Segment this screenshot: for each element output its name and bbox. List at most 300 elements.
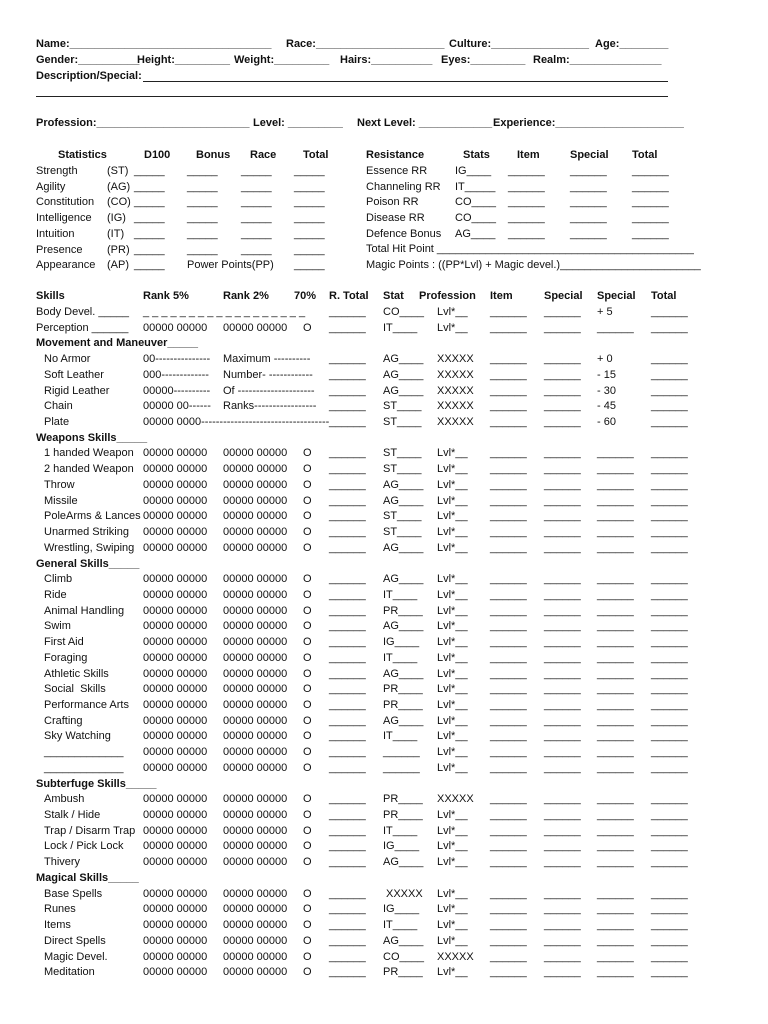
skill-special2-field[interactable]: ______	[597, 651, 634, 664]
skill-70-circle[interactable]: O	[303, 887, 312, 900]
skill-rank2-boxes[interactable]: 00000 00000	[223, 919, 288, 932]
skill-special2-field[interactable]: - 60	[597, 416, 616, 429]
skill-special2-field[interactable]: ______	[597, 588, 634, 601]
stat-bonus-field[interactable]: _____	[187, 243, 218, 256]
skill-rank5-boxes[interactable]: 00000 00000	[143, 667, 208, 680]
skill-special-field[interactable]: ______	[544, 856, 581, 869]
skill-special2-field[interactable]: ______	[597, 667, 634, 680]
skill-rank2-boxes[interactable]: Number- ------------	[223, 368, 313, 381]
skill-special-field[interactable]: ______	[544, 478, 581, 491]
skill-stat-field[interactable]: AG____	[383, 494, 424, 507]
skill-item-field[interactable]: ______	[490, 793, 527, 806]
skill-rank5-boxes[interactable]: 00000 00000	[143, 887, 208, 900]
skill-item-field[interactable]: ______	[490, 919, 527, 932]
skill-special-field[interactable]: ______	[544, 809, 581, 822]
skill-item-field[interactable]: ______	[490, 730, 527, 743]
skill-stat-field[interactable]: ST____	[383, 526, 422, 539]
skill-special-field[interactable]: ______	[544, 919, 581, 932]
description-line-2[interactable]	[36, 96, 668, 97]
skill-profession-field[interactable]: Lvl*__	[437, 934, 468, 947]
skill-70-circle[interactable]: O	[303, 667, 312, 680]
skill-profession-field[interactable]: Lvl*__	[437, 840, 468, 853]
skill-special2-field[interactable]: ______	[597, 683, 634, 696]
skill-special-field[interactable]: ______	[544, 368, 581, 381]
stat-d100-field[interactable]: _____	[134, 180, 165, 193]
skill-total-field[interactable]: ______	[651, 824, 688, 837]
skill-total-field[interactable]: ______	[651, 478, 688, 491]
skill-item-field[interactable]: ______	[490, 541, 527, 554]
resistance-stat-field[interactable]: CO____	[455, 212, 496, 225]
skill-item-field[interactable]: ______	[490, 463, 527, 476]
skill-70-circle[interactable]: O	[303, 746, 312, 759]
skill-total-field[interactable]: ______	[651, 651, 688, 664]
skill-special-field[interactable]: ______	[544, 447, 581, 460]
skill-total-field[interactable]: ______	[651, 934, 688, 947]
resistance-total-field[interactable]: ______	[632, 180, 669, 193]
skill-rtotal-field[interactable]: ______	[329, 321, 366, 334]
skill-special2-field[interactable]: ______	[597, 510, 634, 523]
profession-field[interactable]: Profession:_________________________	[36, 117, 250, 129]
skill-rank2-boxes[interactable]: 00000 00000	[223, 526, 288, 539]
skill-70-circle[interactable]: O	[303, 761, 312, 774]
resistance-special-field[interactable]: ______	[570, 227, 607, 240]
skill-item-field[interactable]: ______	[490, 966, 527, 979]
skill-special2-field[interactable]: ______	[597, 541, 634, 554]
resistance-special-field[interactable]: ______	[570, 212, 607, 225]
skill-rtotal-field[interactable]: ______	[329, 966, 366, 979]
skill-special-field[interactable]: ______	[544, 793, 581, 806]
skill-total-field[interactable]: ______	[651, 400, 688, 413]
skill-stat-field[interactable]: PR____	[383, 793, 423, 806]
skill-rank5-boxes[interactable]: 00000 00000	[143, 573, 208, 586]
skill-special2-field[interactable]: + 5	[597, 306, 613, 318]
skill-stat-field[interactable]: ______	[383, 746, 420, 759]
skill-total-field[interactable]: ______	[651, 306, 688, 318]
skill-rtotal-field[interactable]: ______	[329, 950, 366, 963]
skill-profession-field[interactable]: Lvl*__	[437, 447, 468, 460]
skill-rank2-boxes[interactable]: 00000 00000	[223, 541, 288, 554]
skill-special2-field[interactable]: ______	[597, 903, 634, 916]
culture-field[interactable]: Culture:________________	[449, 38, 590, 50]
skill-profession-field[interactable]: Lvl*__	[437, 494, 468, 507]
stat-race-field[interactable]: _____	[241, 227, 272, 240]
skill-rtotal-field[interactable]: ______	[329, 620, 366, 633]
next-level-field[interactable]: Next Level: ____________	[357, 117, 493, 129]
skill-profession-field[interactable]: XXXXX	[437, 368, 474, 381]
skill-rtotal-field[interactable]: ______	[329, 809, 366, 822]
skill-70-circle[interactable]: O	[303, 683, 312, 696]
skill-70-circle[interactable]: O	[303, 573, 312, 586]
stat-d100-field[interactable]: _____	[134, 212, 165, 225]
skill-special-field[interactable]: ______	[544, 887, 581, 900]
skill-rtotal-field[interactable]: ______	[329, 384, 366, 397]
skill-rank2-boxes[interactable]: 00000 00000	[223, 903, 288, 916]
skill-special2-field[interactable]: + 0	[597, 353, 613, 366]
skill-rtotal-field[interactable]: ______	[329, 730, 366, 743]
skill-item-field[interactable]: ______	[490, 714, 527, 727]
skill-rank2-boxes[interactable]: 00000 00000	[223, 746, 288, 759]
skill-profession-field[interactable]: XXXXX	[437, 400, 474, 413]
skill-special-field[interactable]: ______	[544, 604, 581, 617]
skill-rank5-boxes[interactable]: 00000 00000	[143, 950, 208, 963]
skill-stat-field[interactable]: PR____	[383, 604, 423, 617]
skill-rtotal-field[interactable]: ______	[329, 793, 366, 806]
skill-special-field[interactable]: ______	[544, 636, 581, 649]
skill-total-field[interactable]: ______	[651, 416, 688, 429]
skill-special2-field[interactable]: ______	[597, 934, 634, 947]
skill-special-field[interactable]: ______	[544, 620, 581, 633]
skill-rank2-boxes[interactable]: 00000 00000	[223, 636, 288, 649]
stat-total-field[interactable]: _____	[294, 227, 325, 240]
skill-stat-field[interactable]: AG____	[383, 541, 424, 554]
skill-profession-field[interactable]: Lvl*__	[437, 746, 468, 759]
stat-total-field[interactable]: _____	[294, 165, 325, 177]
skill-70-circle[interactable]: O	[303, 919, 312, 932]
skill-stat-field[interactable]: ST____	[383, 463, 422, 476]
total-hit-point-field[interactable]: Total Hit Point __________________________________________	[366, 243, 694, 255]
skill-special-field[interactable]: ______	[544, 683, 581, 696]
skill-rtotal-field[interactable]: ______	[329, 494, 366, 507]
skill-special-field[interactable]: ______	[544, 761, 581, 774]
skill-rank5-boxes[interactable]: 00000 00000	[143, 761, 208, 774]
skill-special2-field[interactable]: ______	[597, 966, 634, 979]
skill-special-field[interactable]: ______	[544, 400, 581, 413]
skill-70-circle[interactable]: O	[303, 321, 312, 334]
skill-special2-field[interactable]: ______	[597, 824, 634, 837]
skill-special2-field[interactable]: ______	[597, 761, 634, 774]
skill-special-field[interactable]: ______	[544, 667, 581, 680]
resistance-special-field[interactable]: ______	[570, 196, 607, 209]
stat-race-field[interactable]: _____	[241, 243, 272, 256]
skill-stat-field[interactable]: PR____	[383, 699, 423, 711]
skill-total-field[interactable]: ______	[651, 840, 688, 853]
skill-special-field[interactable]: ______	[544, 463, 581, 476]
resistance-total-field[interactable]: ______	[632, 212, 669, 225]
skill-item-field[interactable]: ______	[490, 683, 527, 696]
skill-rtotal-field[interactable]: ______	[329, 636, 366, 649]
skill-profession-field[interactable]: Lvl*__	[437, 761, 468, 774]
skill-stat-field[interactable]: ______	[383, 761, 420, 774]
skill-rank5-boxes[interactable]: 00000 00000	[143, 934, 208, 947]
skill-stat-field[interactable]: PR____	[383, 683, 423, 696]
stat-total-field[interactable]: _____	[294, 180, 325, 193]
skill-special-field[interactable]: ______	[544, 966, 581, 979]
skill-rank5-boxes[interactable]: 00000 00000	[143, 494, 208, 507]
skill-70-circle[interactable]: O	[303, 588, 312, 601]
skill-total-field[interactable]: ______	[651, 856, 688, 869]
skill-rank2-boxes[interactable]: 00000 00000	[223, 714, 288, 727]
skill-rank2-boxes[interactable]: 00000 00000	[223, 793, 288, 806]
skill-rank5-boxes[interactable]: 00000 0000-----------------------------------	[143, 416, 330, 429]
skill-special2-field[interactable]: ______	[597, 494, 634, 507]
skill-profession-field[interactable]: Lvl*__	[437, 809, 468, 822]
stat-bonus-field[interactable]: _____	[187, 212, 218, 225]
skill-profession-field[interactable]: Lvl*__	[437, 463, 468, 476]
skill-total-field[interactable]: ______	[651, 620, 688, 633]
skill-stat-field[interactable]: AG____	[383, 667, 424, 680]
skill-special-field[interactable]: ______	[544, 416, 581, 429]
skill-special2-field[interactable]: ______	[597, 604, 634, 617]
skill-stat-field[interactable]: ST____	[383, 447, 422, 460]
realm-field[interactable]: Realm:_______________	[533, 54, 662, 66]
gender-field[interactable]: Gender:__________	[36, 54, 140, 66]
skill-70-circle[interactable]: O	[303, 651, 312, 664]
skill-item-field[interactable]: ______	[490, 416, 527, 429]
resistance-special-field[interactable]: ______	[570, 180, 607, 193]
skill-total-field[interactable]: ______	[651, 667, 688, 680]
skill-special2-field[interactable]: ______	[597, 526, 634, 539]
skill-item-field[interactable]: ______	[490, 934, 527, 947]
resistance-item-field[interactable]: ______	[508, 196, 545, 209]
skill-rank2-boxes[interactable]: Ranks-----------------	[223, 400, 317, 413]
skill-item-field[interactable]: ______	[490, 667, 527, 680]
skill-70-circle[interactable]: O	[303, 809, 312, 822]
skill-stat-field[interactable]: ST____	[383, 510, 422, 523]
skill-rtotal-field[interactable]: ______	[329, 416, 366, 429]
skill-rank5-boxes[interactable]: 00000 00000	[143, 730, 208, 743]
skill-rtotal-field[interactable]: ______	[329, 824, 366, 837]
skill-rank5-boxes[interactable]: 00000 00------	[143, 400, 211, 413]
skill-total-field[interactable]: ______	[651, 966, 688, 979]
skill-special2-field[interactable]: ______	[597, 809, 634, 822]
skill-special2-field[interactable]: ______	[597, 463, 634, 476]
skill-rank5-boxes[interactable]: 00000 00000	[143, 526, 208, 539]
skill-special-field[interactable]: ______	[544, 714, 581, 727]
skill-item-field[interactable]: ______	[490, 573, 527, 586]
skill-special2-field[interactable]: ______	[597, 321, 634, 334]
skill-total-field[interactable]: ______	[651, 573, 688, 586]
skill-special2-field[interactable]: ______	[597, 840, 634, 853]
skill-special-field[interactable]: ______	[544, 934, 581, 947]
skill-rtotal-field[interactable]: ______	[329, 541, 366, 554]
weight-field[interactable]: Weight:_________	[234, 54, 330, 66]
skill-rank2-boxes[interactable]: 00000 00000	[223, 683, 288, 696]
skill-profession-field[interactable]: Lvl*__	[437, 714, 468, 727]
skill-rtotal-field[interactable]: ______	[329, 746, 366, 759]
skill-total-field[interactable]: ______	[651, 793, 688, 806]
skill-rank2-boxes[interactable]: 00000 00000	[223, 887, 288, 900]
skill-total-field[interactable]: ______	[651, 353, 688, 366]
skill-stat-field[interactable]: IT____	[383, 651, 418, 664]
skill-rank5-boxes[interactable]: 00000 00000	[143, 746, 208, 759]
skill-special2-field[interactable]: ______	[597, 856, 634, 869]
skill-special2-field[interactable]: ______	[597, 730, 634, 743]
skill-total-field[interactable]: ______	[651, 494, 688, 507]
skill-special-field[interactable]: ______	[544, 699, 581, 711]
resistance-stat-field[interactable]: CO____	[455, 196, 496, 209]
skill-rank2-boxes[interactable]: 00000 00000	[223, 494, 288, 507]
skill-rank2-boxes[interactable]: 00000 00000	[223, 809, 288, 822]
skill-item-field[interactable]: ______	[490, 651, 527, 664]
skill-profession-field[interactable]: XXXXX	[437, 353, 474, 366]
skill-special-field[interactable]: ______	[544, 541, 581, 554]
race-field[interactable]: Race:_____________________	[286, 38, 445, 50]
description-line-1[interactable]	[143, 81, 668, 82]
skill-stat-field[interactable]: PR____	[383, 809, 423, 822]
name-field[interactable]: Name:_________________________________	[36, 38, 272, 50]
eyes-field[interactable]: Eyes:_________	[441, 54, 526, 66]
skill-item-field[interactable]: ______	[490, 510, 527, 523]
resistance-total-field[interactable]: ______	[632, 227, 669, 240]
skill-special-field[interactable]: ______	[544, 321, 581, 334]
skill-rank2-boxes[interactable]: 00000 00000	[223, 620, 288, 633]
skill-rtotal-field[interactable]: ______	[329, 903, 366, 916]
age-field[interactable]: Age:________	[595, 38, 669, 50]
skill-total-field[interactable]: ______	[651, 447, 688, 460]
skill-special-field[interactable]: ______	[544, 353, 581, 366]
skill-rank2-boxes[interactable]: 00000 00000	[223, 950, 288, 963]
skill-total-field[interactable]: ______	[651, 384, 688, 397]
resistance-item-field[interactable]: ______	[508, 180, 545, 193]
skill-item-field[interactable]: ______	[490, 699, 527, 711]
level-field[interactable]: Level: _________	[253, 117, 343, 129]
skill-special-field[interactable]: ______	[544, 573, 581, 586]
skill-rank2-boxes[interactable]: 00000 00000	[223, 730, 288, 743]
skill-rtotal-field[interactable]: ______	[329, 856, 366, 869]
skill-total-field[interactable]: ______	[651, 887, 688, 900]
skill-rtotal-field[interactable]: ______	[329, 478, 366, 491]
skill-special2-field[interactable]: ______	[597, 919, 634, 932]
skill-profession-field[interactable]: Lvl*__	[437, 541, 468, 554]
skill-special2-field[interactable]: ______	[597, 950, 634, 963]
skill-rank5-boxes[interactable]: 00000 00000	[143, 683, 208, 696]
skill-rtotal-field[interactable]: ______	[329, 761, 366, 774]
skill-item-field[interactable]: ______	[490, 353, 527, 366]
skill-special2-field[interactable]: ______	[597, 887, 634, 900]
skill-rank5-boxes[interactable]: 00000 00000	[143, 321, 208, 334]
skill-rank2-boxes[interactable]: 00000 00000	[223, 463, 288, 476]
skill-rtotal-field[interactable]: ______	[329, 683, 366, 696]
skill-special-field[interactable]: ______	[544, 306, 581, 318]
skill-70-circle[interactable]: O	[303, 463, 312, 476]
skill-70-circle[interactable]: O	[303, 840, 312, 853]
resistance-stat-field[interactable]: AG____	[455, 227, 496, 240]
stat-total-field[interactable]: _____	[294, 259, 325, 272]
skill-rank5-boxes[interactable]: 00000 00000	[143, 651, 208, 664]
skill-total-field[interactable]: ______	[651, 919, 688, 932]
skill-rank5-boxes[interactable]: 00000 00000	[143, 447, 208, 460]
skill-stat-field[interactable]: AG____	[383, 573, 424, 586]
skill-item-field[interactable]: ______	[490, 526, 527, 539]
skill-rtotal-field[interactable]: ______	[329, 919, 366, 932]
skill-item-field[interactable]: ______	[490, 761, 527, 774]
skill-rtotal-field[interactable]: ______	[329, 510, 366, 523]
skill-item-field[interactable]: ______	[490, 447, 527, 460]
skill-item-field[interactable]: ______	[490, 840, 527, 853]
stat-d100-field[interactable]: _____	[134, 196, 165, 209]
skill-stat-field[interactable]: PR____	[383, 966, 423, 979]
skill-rtotal-field[interactable]: ______	[329, 368, 366, 381]
skill-70-circle[interactable]: O	[303, 824, 312, 837]
skill-stat-field[interactable]: IT____	[383, 321, 418, 334]
skill-total-field[interactable]: ______	[651, 761, 688, 774]
stat-d100-field[interactable]: _____	[134, 165, 165, 177]
skill-total-field[interactable]: ______	[651, 604, 688, 617]
skill-special2-field[interactable]: - 30	[597, 384, 616, 397]
stat-bonus-field[interactable]: _____	[187, 180, 218, 193]
skill-rank2-boxes[interactable]: 00000 00000	[223, 667, 288, 680]
skill-rank2-boxes[interactable]: 00000 00000	[223, 321, 288, 334]
skill-rank5-boxes[interactable]: 00000 00000	[143, 714, 208, 727]
stat-bonus-field[interactable]: _____	[187, 165, 218, 177]
skill-profession-field[interactable]: Lvl*__	[437, 588, 468, 601]
stat-d100-field[interactable]: _____	[134, 259, 165, 272]
skill-profession-field[interactable]: Lvl*__	[437, 321, 468, 334]
resistance-item-field[interactable]: ______	[508, 227, 545, 240]
skill-profession-field[interactable]: Lvl*__	[437, 667, 468, 680]
skill-special-field[interactable]: ______	[544, 510, 581, 523]
skill-special-field[interactable]: ______	[544, 494, 581, 507]
skill-70-circle[interactable]: O	[303, 934, 312, 947]
skill-total-field[interactable]: ______	[651, 683, 688, 696]
skill-rank5-boxes[interactable]: 00000 00000	[143, 856, 208, 869]
skill-profession-field[interactable]: Lvl*__	[437, 526, 468, 539]
skill-stat-field[interactable]: ST____	[383, 400, 422, 413]
skill-profession-field[interactable]: Lvl*__	[437, 699, 468, 711]
skill-profession-field[interactable]: Lvl*__	[437, 478, 468, 491]
skill-stat-field[interactable]: IT____	[383, 730, 418, 743]
skill-rtotal-field[interactable]: ______	[329, 714, 366, 727]
skill-special2-field[interactable]: ______	[597, 447, 634, 460]
skill-stat-field[interactable]: AG____	[383, 478, 424, 491]
skill-total-field[interactable]: ______	[651, 463, 688, 476]
skill-stat-field[interactable]: IG____	[383, 840, 420, 853]
skill-item-field[interactable]: ______	[490, 494, 527, 507]
skill-stat-field[interactable]: AG____	[383, 856, 424, 869]
skill-total-field[interactable]: ______	[651, 526, 688, 539]
skill-stat-field[interactable]: IG____	[383, 903, 420, 916]
skill-70-circle[interactable]: O	[303, 966, 312, 979]
resistance-stat-field[interactable]: IT_____	[455, 180, 496, 193]
skill-rtotal-field[interactable]: ______	[329, 588, 366, 601]
skill-rank2-boxes[interactable]: 00000 00000	[223, 588, 288, 601]
skill-rank2-boxes[interactable]: 00000 00000	[223, 478, 288, 491]
stat-d100-field[interactable]: _____	[134, 227, 165, 240]
skill-70-circle[interactable]: O	[303, 903, 312, 916]
skill-rank5-boxes[interactable]: 00000 00000	[143, 588, 208, 601]
height-field[interactable]: Height:_________	[137, 54, 230, 66]
skill-rank2-boxes[interactable]: Maximum ----------	[223, 353, 311, 366]
skill-total-field[interactable]: ______	[651, 714, 688, 727]
skill-special2-field[interactable]: ______	[597, 636, 634, 649]
skill-rtotal-field[interactable]: ______	[329, 526, 366, 539]
skill-special2-field[interactable]: ______	[597, 699, 634, 711]
skill-item-field[interactable]: ______	[490, 604, 527, 617]
skill-profession-field[interactable]: Lvl*__	[437, 306, 468, 318]
skill-rank2-boxes[interactable]: Of ---------------------	[223, 384, 315, 397]
skill-profession-field[interactable]: Lvl*__	[437, 887, 468, 900]
skill-70-circle[interactable]: O	[303, 494, 312, 507]
skill-rank5-boxes[interactable]: 00000 00000	[143, 478, 208, 491]
stat-race-field[interactable]: _____	[241, 180, 272, 193]
skill-item-field[interactable]: ______	[490, 856, 527, 869]
skill-rank2-boxes[interactable]: 00000 00000	[223, 966, 288, 979]
skill-item-field[interactable]: ______	[490, 321, 527, 334]
skill-special-field[interactable]: ______	[544, 903, 581, 916]
skill-total-field[interactable]: ______	[651, 636, 688, 649]
resistance-total-field[interactable]: ______	[632, 165, 669, 177]
stat-bonus-field[interactable]: _____	[187, 227, 218, 240]
skill-rank5-boxes[interactable]: 00000 00000	[143, 463, 208, 476]
skill-stat-field[interactable]: IG____	[383, 636, 420, 649]
skill-item-field[interactable]: ______	[490, 368, 527, 381]
skill-special2-field[interactable]: ______	[597, 746, 634, 759]
skill-rank5-boxes[interactable]: 00000 00000	[143, 966, 208, 979]
skill-profession-field[interactable]: Lvl*__	[437, 824, 468, 837]
stat-d100-field[interactable]: _____	[134, 243, 165, 256]
skill-rtotal-field[interactable]: ______	[329, 573, 366, 586]
skill-rank5-boxes[interactable]: 00000 00000	[143, 919, 208, 932]
